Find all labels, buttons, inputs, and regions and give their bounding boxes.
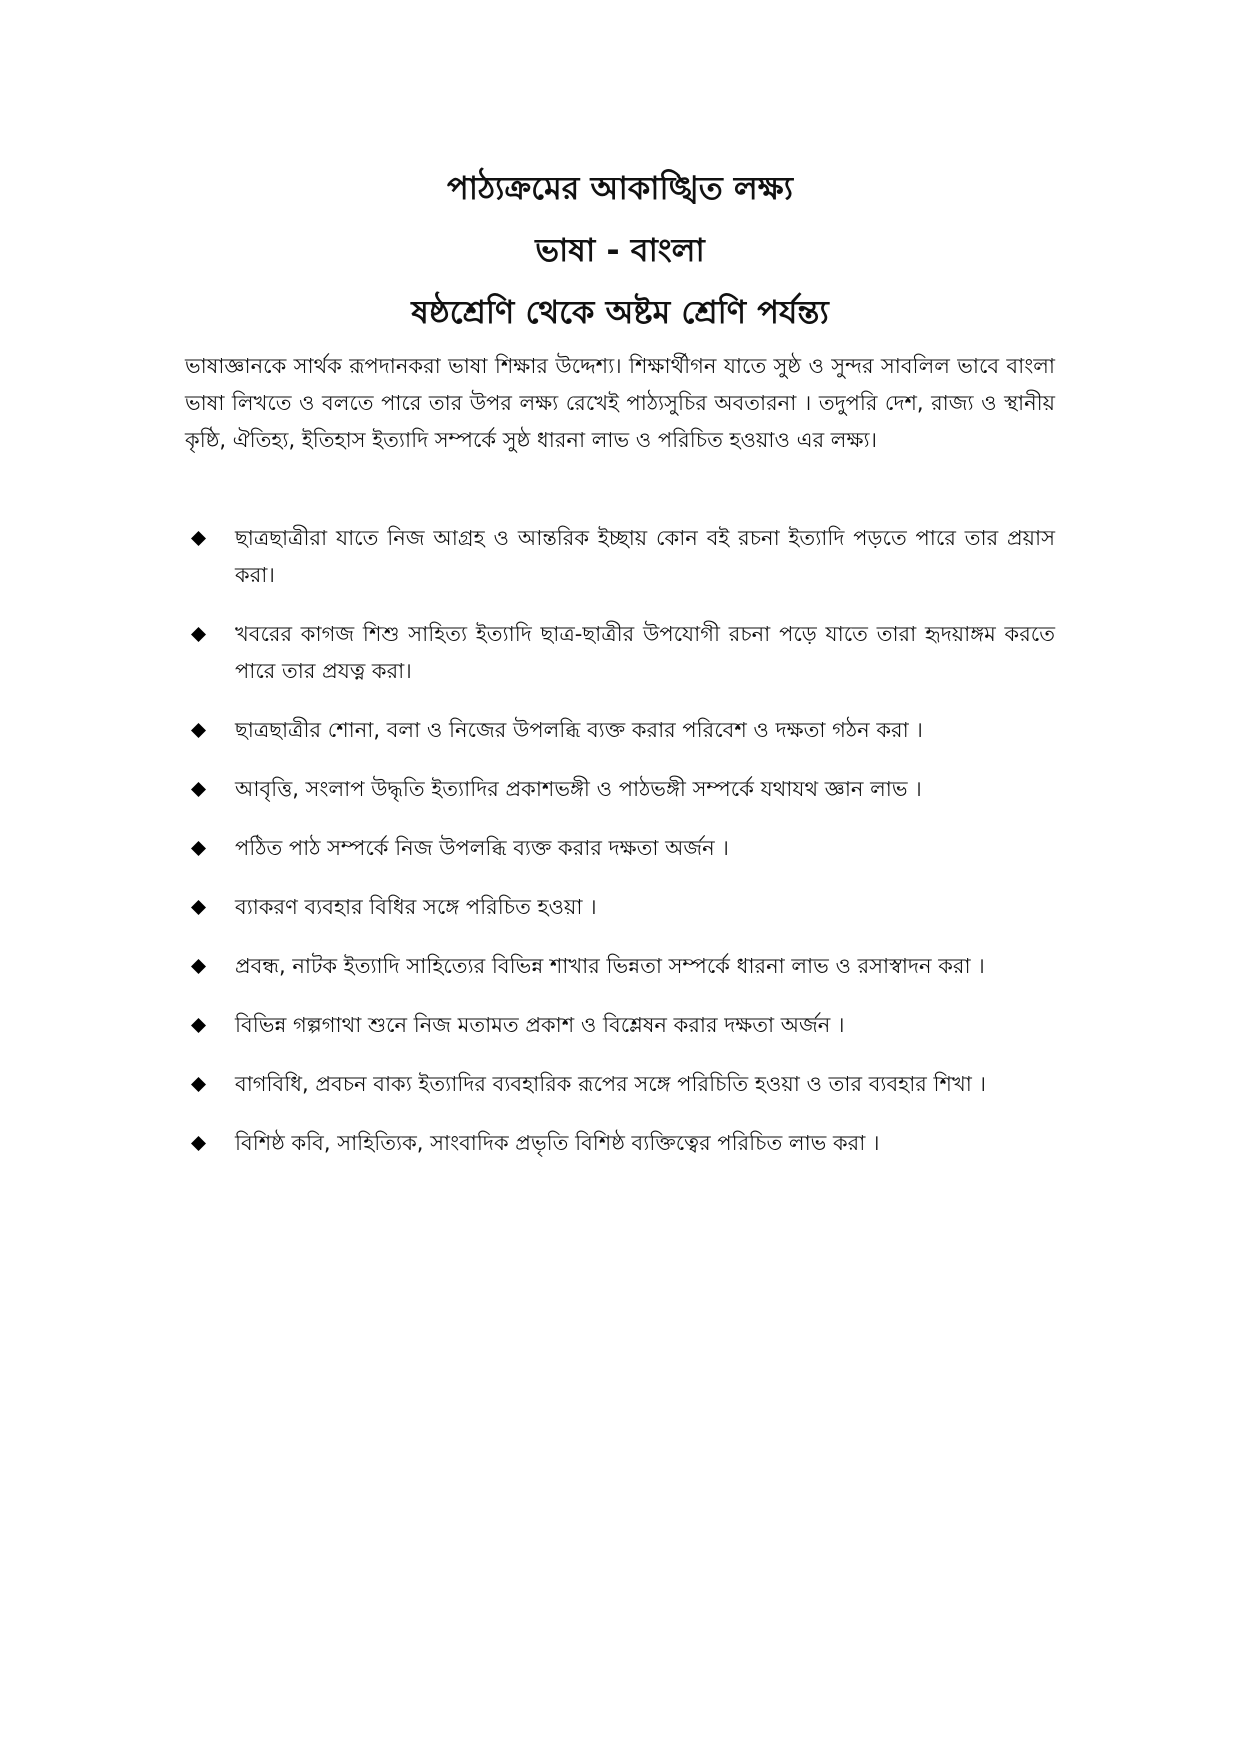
diamond-icon — [191, 723, 206, 738]
list-item-text: ছাত্রছাত্রীর শোনা, বলা ও নিজের উপলব্ধি ব্যক্ত করার পরিবেশ ও দক্ষতা গঠন করা । — [235, 718, 923, 742]
list-item-text: পঠিত পাঠ সম্পর্কে নিজ উপলব্ধি ব্যক্ত করার দক্ষতা অর্জন । — [235, 836, 729, 860]
diamond-icon — [191, 1018, 206, 1033]
diamond-icon — [191, 1077, 206, 1092]
objectives-list — [185, 520, 1055, 1184]
list-item — [185, 889, 1055, 926]
diamond-icon — [191, 959, 206, 974]
diamond-icon — [191, 841, 206, 856]
class-range-title: ষষ্ঠশ্রেণি থেকে অষ্টম শ্রেণি পর্যন্ত্য — [411, 293, 829, 331]
list-item — [185, 712, 1055, 749]
list-item — [185, 1125, 1055, 1162]
list-item — [185, 830, 1055, 867]
list-item-text: বিভিন্ন গল্পগাথা শুনে নিজ মতামত প্রকাশ ও বিশ্লেষন করার দক্ষতা অর্জন । — [235, 1013, 845, 1037]
list-item — [185, 1066, 1055, 1103]
diamond-icon — [191, 627, 206, 642]
title-block — [0, 160, 1240, 340]
list-item-text: খবরের কাগজ শিশু সাহিত্য ইত্যাদি ছাত্র-ছাত্রীর উপযোগী রচনা পড়ে যাতে তারা হৃদয়াঙ্গম করতে পারে তার প্রযত্ন করা। — [235, 622, 1055, 683]
list-item-text: ছাত্রছাত্রীরা যাতে নিজ আগ্রহ ও আন্তরিক ইচ্ছায় কোন বই রচনা ইত্যাদি পড়তে পারে তার প্রয়াস করা। — [235, 526, 1055, 587]
list-item-text: আবৃত্তি, সংলাপ উদ্ধৃতি ইত্যাদির প্রকাশভঙ্গী ও পাঠভঙ্গী সম্পর্কে যথাযথ জ্ঞান লাভ । — [235, 777, 922, 801]
diamond-icon — [191, 782, 206, 797]
list-item-text: বাগবিধি, প্রবচন বাক্য ইত্যাদির ব্যবহারিক রূপের সঙ্গে পরিচিতি হওয়া ও তার ব্যবহার শিখা । — [235, 1072, 987, 1096]
list-item — [185, 520, 1055, 594]
list-item-text: ব্যাকরণ ব্যবহার বিধির সঙ্গে পরিচিত হওয়া । — [235, 895, 597, 919]
list-item-text: প্রবন্ধ, নাটক ইত্যাদি সাহিত্যের বিভিন্ন শাখার ভিন্নতা সম্পর্কে ধারনা লাভ ও রসাস্বাদন করা । — [235, 954, 985, 978]
diamond-icon — [191, 1136, 206, 1151]
list-item — [185, 771, 1055, 808]
subject-title: ভাষা - বাংলা — [535, 231, 705, 269]
main-title: পাঠ্যক্রমের আকাঙ্খিত লক্ষ্য — [447, 169, 793, 207]
diamond-icon — [191, 900, 206, 915]
list-item — [185, 948, 1055, 985]
list-item — [185, 1007, 1055, 1044]
intro-paragraph: ভাষাজ্ঞানকে সার্থক রূপদানকরা ভাষা শিক্ষার উদ্দেশ্য। শিক্ষার্থীগন যাতে সুষ্ঠ ও সুন্দর সাবলিল ভাবে বাংলা ভাষা লিখতে ও বলতে পারে তার উপর লক্ষ্য রেখেই পাঠ্যসুচির অবতারনা । তদুপরি দেশ, রাজ্য ও স্থানীয় কৃষ্ঠি, ঐতিহ্য, ইতিহাস ইত্যাদি সম্পর্কে সুষ্ঠ ধারনা লাভ ও পরিচিত হওয়াও এর লক্ষ্য। — [185, 354, 1055, 452]
diamond-icon — [191, 531, 206, 546]
list-item-text: বিশিষ্ঠ কবি, সাহিত্যিক, সাংবাদিক প্রভৃতি বিশিষ্ঠ ব্যক্তিত্বের পরিচিত লাভ করা । — [235, 1131, 880, 1155]
list-item — [185, 616, 1055, 690]
